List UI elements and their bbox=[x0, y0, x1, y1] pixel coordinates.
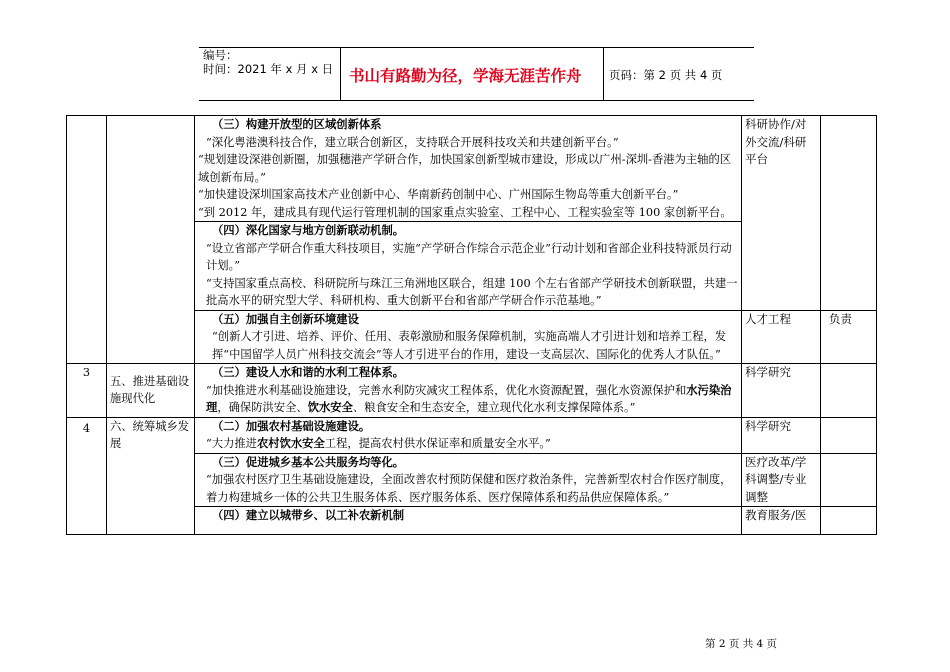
content-cell bbox=[195, 116, 742, 222]
section-heading: （五）加强自主创新环境建设 bbox=[212, 311, 359, 326]
header-motto: 书山有路勤为径，学海无涯苦作舟 bbox=[349, 67, 582, 85]
document-time-label: 时间：2021 年 x 月 x 日 bbox=[203, 62, 334, 76]
content-cell bbox=[195, 417, 742, 453]
content-line: “深化粤港澳科技合作，建立联合创新区，支持联合开展科技攻关和共建创新平台。” bbox=[206, 135, 619, 149]
content-line: “支持国家重点高校、科研院所与珠江三角洲地区联合，组建 100 个左右省部产学研技术创新联盟，共建一批高水平的研究型大学、科研机构、重大创新平台和省部产学研合作示范基地。” bbox=[206, 276, 738, 307]
discipline-cell: 医疗改革/学科调整/专业调整 bbox=[742, 453, 821, 507]
section-heading: （三）构建开放型的区域创新体系 bbox=[212, 117, 382, 131]
content-line: “加快建设深圳国家高技术产业创新中心、华南新药创制中心、广州国际生物岛等重大创新平台。” bbox=[198, 188, 679, 201]
note-cell bbox=[821, 507, 877, 535]
discipline-cell: 科学研究 bbox=[742, 417, 821, 453]
row-number: 3 bbox=[67, 364, 107, 418]
content-line: “规划建设深港创新圈，加强穗港产学研合作，加快国家创新型城市建设，形成以广州-深圳-香港为主轴的区域创新布局。” bbox=[198, 153, 732, 184]
note-cell bbox=[821, 116, 877, 311]
document-number-label: 编号： bbox=[203, 48, 238, 62]
header-meta bbox=[199, 48, 339, 100]
section-heading: （三）建设人水和谐的水利工程体系。 bbox=[212, 365, 405, 379]
section-heading: （三）促进城乡基本公共服务均等化。 bbox=[212, 454, 405, 469]
content-line: “创新人才引进、培养、评价、任用、表彰激励和服务保障机制，实施高端人才引进计划和培养工程，发挥“中国留学人员广州科技交流会”等人才引进平台的作用，建设一支高层次、国际化的优秀人才队伍。” bbox=[212, 330, 727, 361]
table-row bbox=[67, 417, 877, 453]
note-cell bbox=[821, 453, 877, 507]
page-footer: 第 2 页 共 4 页 bbox=[705, 638, 778, 650]
content-line: “大力推进农村饮水安全工程，提高农村供水保证率和质量安全水平。” bbox=[206, 436, 551, 450]
content-line: “到 2012 年，建成具有现代运行管理机制的国家重点实验室、工程中心、工程实验室等 100 家创新平台。 bbox=[198, 205, 732, 219]
content-line: “加强农村医疗卫生基础设施建设，全面改善农村预防保健和医疗救治条件，完善新型农村合作医疗制度，着力构建城乡一体的公共卫生服务体系、医疗服务体系、医疗保障体系和药品供应保障体系。” bbox=[206, 473, 732, 504]
note-cell bbox=[821, 417, 877, 453]
discipline-cell: 教育服务/医 bbox=[742, 507, 821, 535]
section-heading: （四）深化国家与地方创新联动机制。 bbox=[212, 223, 405, 237]
content-cell bbox=[195, 453, 742, 507]
page-header bbox=[199, 47, 754, 101]
discipline-cell: 科研协作/对外交流/科研平台 bbox=[742, 116, 821, 311]
note-cell bbox=[821, 364, 877, 418]
content-line: “设立省部产学研合作重大科技项目，实施“产学研合作综合示范企业”行动计划和省部企业科技特派员行动计划。” bbox=[206, 241, 732, 272]
discipline-cell: 人才工程 bbox=[742, 310, 821, 364]
table-row bbox=[67, 364, 877, 418]
category-label: 六、统筹城乡发展 bbox=[107, 417, 195, 535]
content-table bbox=[66, 115, 877, 535]
header-motto-cell bbox=[340, 48, 604, 100]
note-cell: 负责 bbox=[821, 310, 877, 364]
discipline-cell: 科学研究 bbox=[742, 364, 821, 418]
content-line: “加快推进水利基础设施建设，完善水利防灾减灾工程体系，优化水资源配置，强化水资源保护和水污染治理，确保防洪安全、饮水安全、粮食安全和生态安全，建立现代化水利支撑保障体系。” bbox=[206, 382, 732, 414]
category-label: 五、推进基础设施现代化 bbox=[107, 364, 195, 418]
content-cell bbox=[195, 222, 742, 311]
row-number: 4 bbox=[67, 417, 107, 535]
page-number-label: 页码：第 2 页 共 4 页 bbox=[609, 68, 723, 82]
content-cell bbox=[195, 364, 742, 418]
section-heading: （二）加强农村基础设施建设。 bbox=[212, 418, 371, 433]
content-cell bbox=[195, 310, 742, 364]
section-heading: （四）建立以城带乡、以工补农新机制 bbox=[212, 508, 405, 522]
category-cell bbox=[107, 116, 195, 364]
row-number-cell bbox=[67, 116, 107, 364]
table-row bbox=[67, 116, 877, 222]
content-cell bbox=[195, 507, 742, 535]
